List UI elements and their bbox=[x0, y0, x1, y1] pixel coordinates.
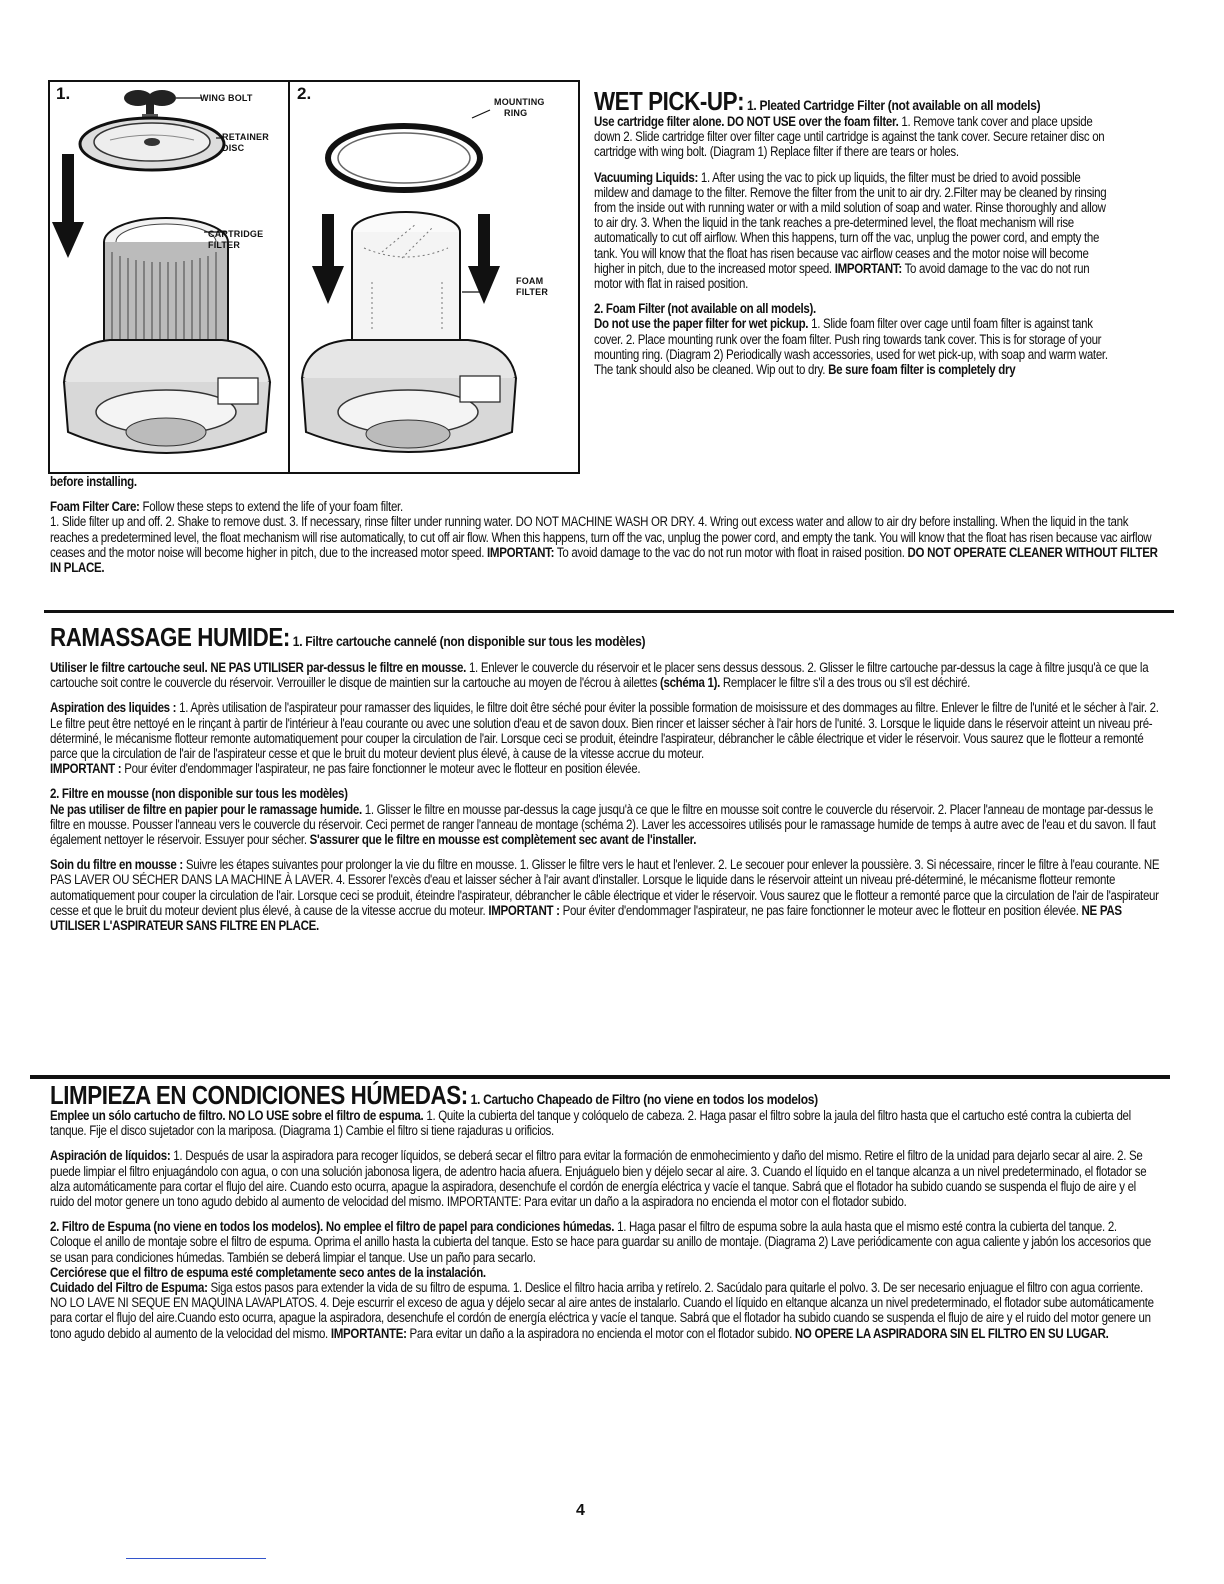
fr-para-foam-filter: 2. Filtre en mousse (non disponible sur tous les modèles) Ne pas utiliser de filtre en papier pour le ramassage humide. 1. Glisser le filtre en mousse par-dessus la cage jusqu'à ce que le filtre en mousse soit contre le couvercle du réservoir. 2. Placer l'anneau de montage par-dessus le filtre en mousse. Pousser l'anneau vers le couvercle du réservoir. Ceci permet de ranger l'anneau de montage (schéma 2). Laver les accessoires utilisés pour le ramassage humide de temps à autre avec de l'eau et du savon. Il faut également nettoyer le réservoir. Essuyer pour sécher. S'assurer que le filtre en mousse est complètement sec avant de l'installer. bbox=[50, 786, 1156, 848]
en-heading: WET PICK-UP: bbox=[594, 86, 745, 116]
diagram-2-number: 2. bbox=[297, 84, 312, 103]
arrow-down-icon bbox=[52, 154, 84, 258]
en-para-foam-care: Foam Filter Care: Follow these steps to extend the life of your foam filter. 1. Slide filter up and off. 2. Shake to remove dust. 3. If necessary, rinse filter under running water. DO NOT MACHINE WASH OR DRY. 4. Wring out excess water and allow to air dry before installing. When the liquid in the tank reaches a predetermined level, the float mechanism will rise automatically, to cut off air flow. When this happens, turn off the vac, unplug the power cord, and empty the tank. You will know that the float has risen because vac airflow ceases and the motor noise will become higher in pitch, due to the increased motor speed. IMPORTANT: To avoid damage to the vac do not run motor with float in raised position. DO NOT OPERATE CLEANER WITHOUT FILTER IN PLACE. bbox=[50, 499, 1158, 576]
en-para-vacuuming-liquids: Vacuuming Liquids: 1. After using the vac to pick up liquids, the filter must be dried to avoid possible mildew and damage to the filter. Remove the filter from the unit to air dry. 2.Filter may be cleaned by rinsing from the inside out with running water or with a mild solution of soap and water. Rinse thoroughly and allow to air dry. 3. When the liquid in the tank reaches a pre-determined level, the float mechanism will rise automatically to cut off airflow. When this happens, turn off the vac, unplug the power cord, and empty the tank. You will know that the float has risen because vac airflow ceases and the motor noise will become higher in pitch, due to the increased motor speed. IMPORTANT: To avoid damage to the vac do not run motor with flat in raised position. bbox=[594, 169, 1107, 292]
es-heading-sub: 1. Cartucho Chapeado de Filtro (no viene en todos los modelos) bbox=[470, 1091, 818, 1107]
es-para-foam-filter: 2. Filtro de Espuma (no viene en todos los modelos). No emplee el filtro de papel para condiciones húmedas. 1. Haga pasar el filtro de espuma sobre la aula hasta que el mismo esté contra la cubierta del tanque. 2. Coloque el anillo de montaje sobre el filtro de espuma. Oprima el anillo hasta la cubierta del tanque. Esto se hace para guardar su anillo de montaje. (Diagrama 2) Lave periódicamente con agua caliente y jabón los accesorios que se usan para condiciones húmedas. También se deberá limpiar el tanque. Use un paño para secarlo. Cerciórese que el filtro de espuma esté completamente seco antes de la instalación. Cuidado del Filtro de Espuma: Siga estos pasos para extender la vida de su filtro de espuma. 1. Deslice el filtro hacia arriba y retírelo. 2. Sacúdalo para quitarle el polvo. 3. De ser necesario enjuague el filtro con agua corriente. NO LO LAVE NI SEQUE EN MAQUINA LAVAPLATOS. 4. Deje escurrir el exceso de agua y déjelo secar al aire antes de instalarlo. Cuando el líquido en eltanque alcanza un nivel predeterminado, el flotador sube automáticamente para cortar el flujo del aire.Cuando esto ocurra, apague la aspiradora, desenchufe el cordón de energía eléctrica y vacíe el tanque. Sabrá que el flotador ha subido cuando se suspenda el flujo de aire y el ruido del motor genere un tono agudo debido al aumento de la velocidad del mismo. IMPORTANTE: Para evitar un daño a la aspiradora no encienda el motor con el flotador subido. NO OPERE LA ASPIRADORA SIN EL FILTRO EN SU LUGAR. bbox=[50, 1219, 1154, 1341]
label-foam: FOAM bbox=[516, 276, 544, 286]
footer-line bbox=[126, 1558, 266, 1559]
label-disc: DISC bbox=[222, 143, 245, 153]
label-cartridge: CARTRIDGE bbox=[208, 229, 264, 239]
es-para-cartridge: Emplee un sólo cartucho de filtro. NO LO USE sobre el filtro de espuma. 1. Quite la cubierta del tanque y colóquelo de cabeza. 2. Haga pasar el filtro sobre la jaula del filtro hasta que el cartucho esté contra la cubierta del tanque. Fije el disco sujetador con la mariposa. (Diagrama 1) Cambie el filtro si tiene rajaduras u orificios. bbox=[50, 1108, 1131, 1139]
en-column bbox=[594, 88, 1117, 377]
fr-para-liquids: Aspiration des liquides : 1. Après utilisation de l'aspirateur pour ramasser des liquides, le filtre doit être séché pour éviter la possible formation de moisissure et des dommages au filtre. Enlever le filtre de l'unité et le sécher à l'air. 2. Le filtre peut être nettoyé en le rinçant à partir de l'intérieur à l'eau courante ou avec une solution d'eau et de savon doux. Bien rincer et laisser sécher à l'air hors de l'unité. 3. Lorsque le liquide dans le réservoir atteint un niveau pré-déterminé, le mécanisme flotteur remonte automatiquement pour couper la circulation de l'air. Lorsque ceci se produit, éteindre l'aspirateur, débrancher le câble électrique et vider le réservoir. Vous saurez que le flotteur a remonté parce que la circulation de l'air de l'aspirateur cesse et que le bruit du moteur devient plus élevé, à cause de la vitesse accrue du moteur. IMPORTANT : Pour éviter d'endommager l'aspirateur, ne pas faire fonctionner le moteur avec le flotteur en position élevée. bbox=[50, 700, 1159, 777]
en-para-cont: before installing. bbox=[50, 474, 137, 489]
diagram-divider bbox=[288, 80, 290, 472]
label-ring: RING bbox=[504, 108, 528, 118]
fr-heading-sub: 1. Filtre cartouche cannelé (non disponible sur tous les modèles) bbox=[292, 633, 646, 649]
section-divider-fr bbox=[44, 610, 1174, 613]
es-para-liquids: Aspiración de líquidos: 1. Después de usar la aspiradora para recoger líquidos, se deberá secar el filtro para evitar la formación de enmohecimiento y daño del mismo. Retire el filtro de la unidad para dejarlo secar al aire. 2. Se puede limpiar el filtro enjuagándolo con agua, o con una solución jabonosa ligera, de adentro hacia afuera. Enjuáguelo bien y déjelo secar al aire. 3. Cuando el líquido en el tanque alcanza a un nivel predeterminado, el flotador se alza automáticamente para cortar el flujo del aire. Cuando esto ocurra, apague la aspiradora, desenchufe el cordón de energía eléctrica y vacíe el tanque. Sabrá que el flotador ha subido cuando se suspenda el flujo de aire y el ruido del motor genere un tono agudo debido al aumento de velocidad del mismo. IMPORTANTE: Para evitar un daño a la aspiradora no encienda el motor con el flotador subido. bbox=[50, 1148, 1147, 1210]
tank-cover-icon bbox=[64, 340, 270, 453]
en-para-cartridge: Use cartridge filter alone. DO NOT USE over the foam filter. 1. Remove tank cover and place upside down 2. Slide cartridge filter over filter cage until cartridge is against the tank cover. Secure retainer disc on cartridge with wing bolt. (Diagram 1) Replace filter if there are tears or holes. bbox=[594, 114, 1105, 160]
mounting-ring-icon bbox=[328, 126, 480, 190]
tank-cover-icon bbox=[302, 340, 516, 452]
diagram-2-foam-filter bbox=[292, 82, 574, 468]
page-number: 4 bbox=[576, 1502, 585, 1519]
diagram-1-number: 1. bbox=[56, 84, 71, 103]
label-foam-filter: FILTER bbox=[516, 287, 549, 297]
fr-heading: RAMASSAGE HUMIDE: bbox=[50, 622, 290, 652]
en-full-width bbox=[50, 474, 1159, 575]
label-mounting: MOUNTING bbox=[494, 97, 545, 107]
es-heading: LIMPIEZA EN CONDICIONES HÚMEDAS: bbox=[50, 1080, 468, 1110]
fr-column bbox=[50, 624, 1159, 933]
es-column bbox=[50, 1082, 1159, 1341]
label-filter: FILTER bbox=[208, 240, 241, 250]
fr-heading-line bbox=[50, 624, 1159, 650]
retainer-disc-icon bbox=[80, 118, 224, 170]
en-heading-sub: 1. Pleated Cartridge Filter (not available on all models) bbox=[747, 97, 1041, 113]
section-divider-es bbox=[30, 1075, 1170, 1079]
fr-para-cartridge: Utiliser le filtre cartouche seul. NE PAS UTILISER par-dessus le filtre en mousse. 1. Enlever le couvercle du réservoir et le placer sens dessus dessous. 2. Glisser le filtre cartouche par-dessus la cage à filtre jusqu'à ce que la cartouche soit contre le couvercle du réservoir. Verrouiller le disque de maintien sur la cartouche au moyen de l'écrou à ailettes (schéma 1). Remplacer le filtre s'il a des trous ou s'il est déchiré. bbox=[50, 660, 1149, 691]
fr-para-foam-care: Soin du filtre en mousse : Suivre les étapes suivantes pour prolonger la vie du filtre en mousse. 1. Glisser le filtre vers le haut et l'enlever. 2. Le secouer pour enlever la poussière. 3. Si nécessaire, rincer le filtre à l'eau courante. NE PAS LAVER OU SÉCHER DANS LA MACHINE À LAVER. 4. Essorer l'excès d'eau et laisser sécher à l'air avant d'installer. Lorsque le liquide dans le réservoir atteint un niveau pré-déterminé, le mécanisme flotteur remonte automatiquement pour couper la circulation de l'air. Lorsque ceci se produit, éteindre l'aspirateur, débrancher le câble électrique et vider le réservoir. Vous saurez que le flotteur a remonté parce que la circulation de l'air de l'aspirateur cesse et que le bruit du moteur devient plus élevé, à cause de la vitesse accrue du moteur. IMPORTANT : Pour éviter d'endommager l'aspirateur, ne pas faire fonctionner le moteur avec le flotteur en position élevée. NE PAS UTILISER L'ASPIRATEUR SANS FILTRE EN PLACE. bbox=[50, 857, 1160, 934]
foam-filter-icon bbox=[352, 212, 460, 356]
label-wing-bolt: WING BOLT bbox=[200, 93, 253, 103]
es-heading-line bbox=[50, 1082, 1159, 1108]
label-retainer: RETAINER bbox=[222, 132, 269, 142]
en-para-foam-filter: 2. Foam Filter (not available on all models). Do not use the paper filter for wet pickup. 1. Slide foam filter over cage until foam filter is against tank cover. 2. Place mounting runk over the foam filter. Push ring towards tank cover. This is for storage of your mounting ring. (Diagram 2) Periodically wash accessories, used for wet pick-up, with soap and warm water. The tank should also be cleaned. Wip out to dry. Be sure foam filter is completely dry bbox=[594, 301, 1108, 378]
en-heading-line bbox=[594, 88, 1117, 114]
